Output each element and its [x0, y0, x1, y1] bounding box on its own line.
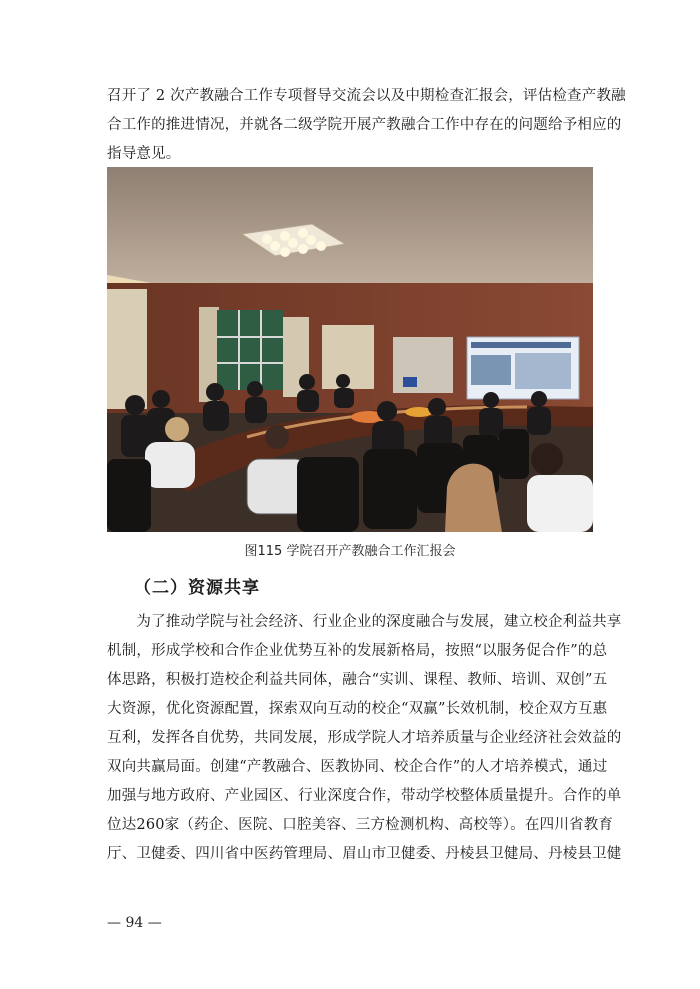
- meeting-photo-illustration: [107, 167, 593, 532]
- section-heading: （二）资源共享: [134, 578, 260, 598]
- figure-caption: 图115 学院召开产教融合工作汇报会: [244, 544, 456, 559]
- text-line: 厅、卫健委、四川省中医药管理局、眉山市卫健委、丹棱县卫健局、丹棱县卫健: [107, 846, 622, 862]
- text-line: 机制，形成学校和合作企业优势互补的发展新格局，按照“以服务促合作”的总: [107, 643, 608, 659]
- meeting-photo: [107, 167, 593, 532]
- text-line: 加强与地方政府、产业园区、行业深度合作，带动学校整体质量提升。合作的单: [107, 788, 622, 804]
- text-line: 指导意见。: [107, 146, 181, 162]
- page-number: — 94 —: [107, 915, 162, 931]
- paragraph-body: [107, 608, 622, 869]
- paragraph-top: [107, 82, 626, 169]
- text-line: 大资源，优化资源配置，探索双向互动的校企“双赢”长效机制，校企双方互惠: [107, 701, 608, 717]
- text-line: 位达260家（药企、医院、口腔美容、三方检测机构、高校等）。在四川省教育: [107, 817, 614, 833]
- text-line: 召开了 2 次产教融合工作专项督导交流会以及中期检查汇报会，评估检查产教融: [107, 88, 626, 104]
- text-line: 体思路，积极打造校企利益共同体，融合“实训、课程、教师、培训、双创”五: [107, 672, 608, 688]
- text-line: 双向共赢局面。创建“产教融合、医教协同、校企合作”的人才培养模式，通过: [107, 759, 608, 775]
- text-line: 互利，发挥各自优势，共同发展，形成学院人才培养质量与企业经济社会效益的: [107, 730, 622, 746]
- text-line: 合工作的推进情况，并就各二级学院开展产教融合工作中存在的问题给予相应的: [107, 117, 622, 133]
- text-line: 为了推动学院与社会经济、行业企业的深度融合与发展，建立校企利益共享: [107, 614, 622, 630]
